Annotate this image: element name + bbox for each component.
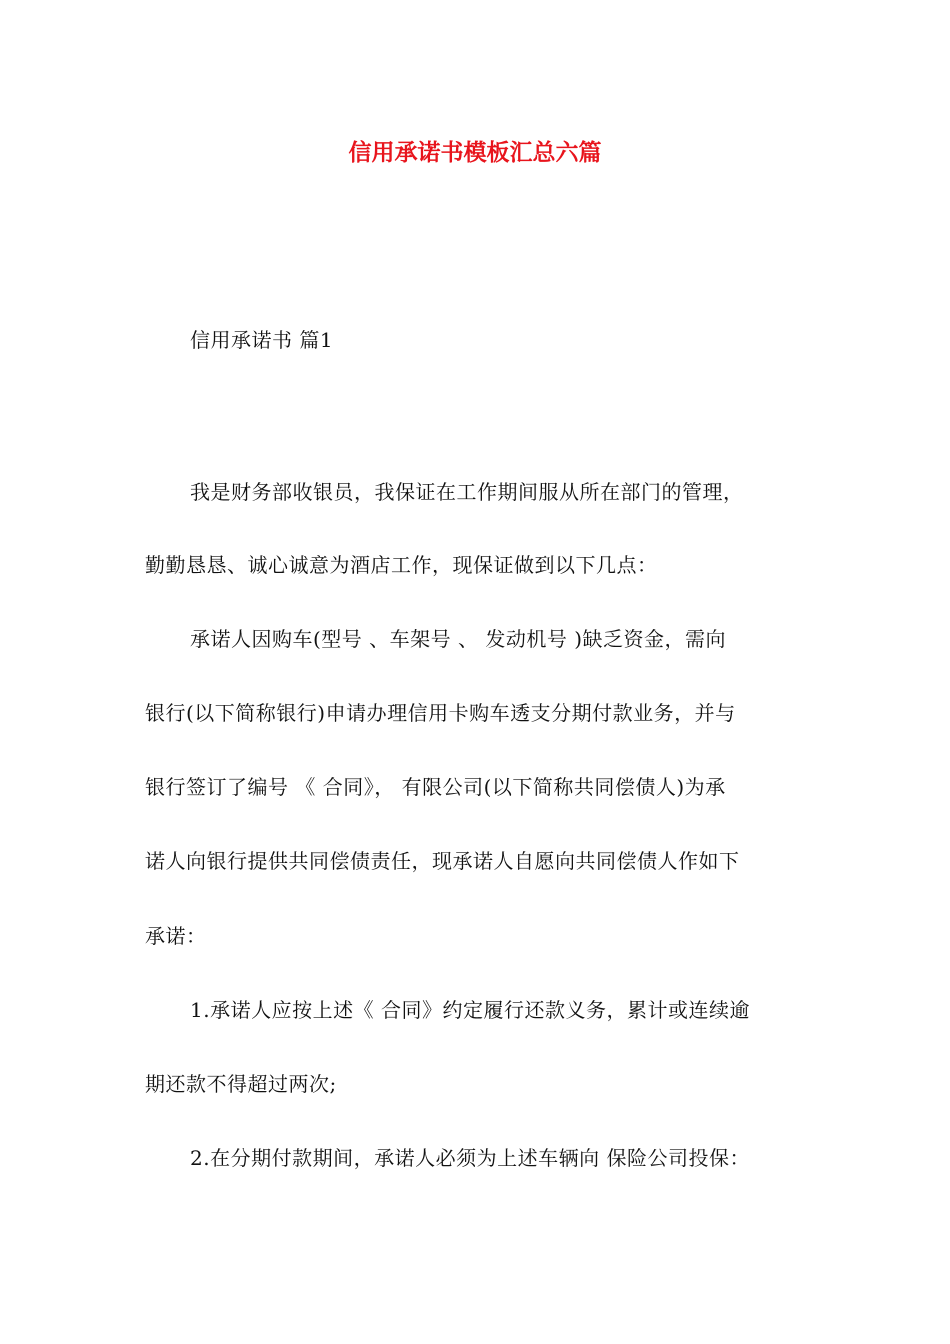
paragraph-line: 期还款不得超过两次; [145, 1072, 337, 1096]
paragraph-line: 承诺人因购车(型号 、车架号 、 发动机号 )缺乏资金，需向 [190, 627, 727, 651]
paragraph-line: 银行(以下简称银行)申请办理信用卡购车透支分期付款业务，并与 [145, 701, 736, 725]
paragraph-line: 2.在分期付款期间，承诺人必须为上述车辆向 保险公司投保： [190, 1146, 750, 1170]
paragraph-line: 承诺： [145, 924, 207, 948]
section-heading: 信用承诺书 篇1 [190, 328, 334, 352]
paragraph-line: 诺人向银行提供共同偿债责任，现承诺人自愿向共同偿债人作如下 [145, 849, 740, 873]
paragraph-line: 我是财务部收银员，我保证在工作期间服从所在部门的管理， [190, 480, 744, 504]
paragraph-line: 1.承诺人应按上述《 合同》约定履行还款义务，累计或连续逾 [190, 998, 750, 1022]
paragraph-line: 勤勤恳恳、诚心诚意为酒店工作，现保证做到以下几点： [145, 553, 658, 577]
paragraph-line: 银行签订了编号 《 合同》， 有限公司(以下简称共同偿债人)为承 [145, 775, 726, 799]
document-title: 信用承诺书模板汇总六篇 [348, 139, 602, 166]
